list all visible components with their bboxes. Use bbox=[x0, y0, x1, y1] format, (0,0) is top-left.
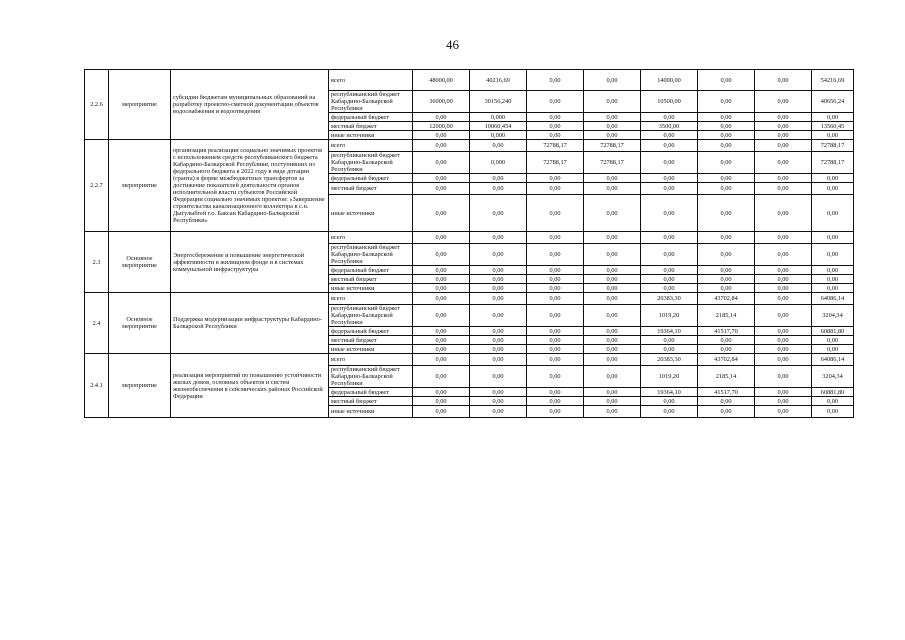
amount-cell: 0,00 bbox=[755, 397, 812, 406]
amount-cell: 0,00 bbox=[413, 275, 470, 284]
amount-cell: 0,00 bbox=[641, 345, 698, 354]
amount-cell: 0,00 bbox=[755, 354, 812, 366]
table-row bbox=[85, 293, 854, 305]
amount-cell: 60881,80 bbox=[812, 388, 854, 397]
amount-cell: 0,00 bbox=[527, 284, 584, 293]
amount-cell: 0,00 bbox=[470, 183, 527, 195]
amount-cell: 0,00 bbox=[527, 388, 584, 397]
amount-cell: 0,00 bbox=[584, 345, 641, 354]
funding-source: федеральный бюджет bbox=[329, 174, 413, 183]
amount-cell: 0,000 bbox=[470, 152, 527, 174]
amount-cell: 0,00 bbox=[755, 122, 812, 131]
table-row bbox=[85, 232, 854, 244]
amount-cell: 0,00 bbox=[470, 327, 527, 336]
amount-cell: 0,00 bbox=[584, 70, 641, 91]
funding-source: местный бюджет bbox=[329, 397, 413, 406]
amount-cell: 0,00 bbox=[755, 113, 812, 122]
amount-cell: 0,00 bbox=[413, 174, 470, 183]
amount-cell: 0,00 bbox=[812, 244, 854, 266]
amount-cell: 0,00 bbox=[641, 244, 698, 266]
funding-source: иные источники bbox=[329, 195, 413, 232]
amount-cell: 0,00 bbox=[812, 131, 854, 140]
amount-cell: 72788,17 bbox=[527, 140, 584, 152]
amount-cell: 0,00 bbox=[413, 183, 470, 195]
funding-source: местный бюджет bbox=[329, 275, 413, 284]
row-code: 2.2.6 bbox=[85, 70, 109, 140]
amount-cell: 0,00 bbox=[413, 293, 470, 305]
funding-source: всего bbox=[329, 293, 413, 305]
amount-cell: 0,00 bbox=[641, 152, 698, 174]
amount-cell: 0,00 bbox=[584, 131, 641, 140]
amount-cell: 0,00 bbox=[527, 70, 584, 91]
amount-cell: 60881,80 bbox=[812, 327, 854, 336]
amount-cell: 0,00 bbox=[527, 397, 584, 406]
funding-source: всего bbox=[329, 140, 413, 152]
amount-cell: 0,00 bbox=[413, 327, 470, 336]
amount-cell: 14000,00 bbox=[641, 70, 698, 91]
funding-source: республиканский бюджет Кабардино-Балкарской Республики bbox=[329, 305, 413, 327]
amount-cell: 0,00 bbox=[413, 113, 470, 122]
amount-cell: 0,00 bbox=[698, 91, 755, 113]
amount-cell: 0,00 bbox=[584, 275, 641, 284]
amount-cell: 20383,30 bbox=[641, 354, 698, 366]
funding-source: республиканский бюджет Кабардино-Балкарской Республики bbox=[329, 152, 413, 174]
amount-cell: 0,00 bbox=[698, 336, 755, 345]
amount-cell: 0,00 bbox=[641, 140, 698, 152]
amount-cell: 0,00 bbox=[641, 397, 698, 406]
amount-cell: 0,00 bbox=[584, 195, 641, 232]
amount-cell: 0,00 bbox=[470, 232, 527, 244]
amount-cell: 0,00 bbox=[413, 284, 470, 293]
amount-cell: 1019,20 bbox=[641, 305, 698, 327]
amount-cell: 72788,17 bbox=[584, 140, 641, 152]
amount-cell: 0,00 bbox=[470, 388, 527, 397]
amount-cell: 19364,10 bbox=[641, 388, 698, 397]
amount-cell: 0,00 bbox=[413, 195, 470, 232]
funding-source: иные источники bbox=[329, 406, 413, 418]
amount-cell: 0,00 bbox=[413, 244, 470, 266]
amount-cell: 13560,45 bbox=[812, 122, 854, 131]
amount-cell: 36000,00 bbox=[413, 91, 470, 113]
amount-cell: 0,00 bbox=[755, 70, 812, 91]
amount-cell: 0,00 bbox=[413, 388, 470, 397]
amount-cell: 0,00 bbox=[812, 284, 854, 293]
amount-cell: 0,00 bbox=[584, 366, 641, 388]
amount-cell: 0,00 bbox=[755, 275, 812, 284]
amount-cell: 0,00 bbox=[584, 232, 641, 244]
row-type: Основное мероприятие bbox=[109, 293, 171, 354]
row-code: 2.3 bbox=[85, 232, 109, 293]
amount-cell: 30156,240 bbox=[470, 91, 527, 113]
table-row bbox=[85, 140, 854, 152]
amount-cell: 0,00 bbox=[413, 140, 470, 152]
amount-cell: 0,00 bbox=[698, 183, 755, 195]
funding-source: всего bbox=[329, 232, 413, 244]
amount-cell: 0,00 bbox=[755, 336, 812, 345]
funding-source: федеральный бюджет bbox=[329, 388, 413, 397]
amount-cell: 3204,34 bbox=[812, 305, 854, 327]
amount-cell: 0,00 bbox=[584, 336, 641, 345]
row-code: 2.2.7 bbox=[85, 140, 109, 232]
amount-cell: 0,00 bbox=[527, 366, 584, 388]
row-name: Поддержка модернизации инфраструктуры Кабардино-Балкарской Республики bbox=[171, 293, 329, 354]
row-name: субсидии бюджетам муниципальных образований на разработку проектно-сметной документации объектов водоснабжения и водоотведения bbox=[171, 70, 329, 140]
amount-cell: 0,00 bbox=[527, 327, 584, 336]
amount-cell: 0,00 bbox=[641, 284, 698, 293]
amount-cell: 0,00 bbox=[527, 122, 584, 131]
amount-cell: 0,00 bbox=[755, 131, 812, 140]
amount-cell: 0,00 bbox=[812, 113, 854, 122]
amount-cell: 0,00 bbox=[413, 366, 470, 388]
amount-cell: 0,00 bbox=[470, 354, 527, 366]
amount-cell: 0,00 bbox=[755, 140, 812, 152]
row-type: мероприятие bbox=[109, 140, 171, 232]
amount-cell: 0,00 bbox=[470, 244, 527, 266]
amount-cell: 0,00 bbox=[470, 174, 527, 183]
amount-cell: 0,00 bbox=[470, 266, 527, 275]
amount-cell: 19364,10 bbox=[641, 327, 698, 336]
amount-cell: 0,00 bbox=[755, 183, 812, 195]
amount-cell: 0,00 bbox=[413, 354, 470, 366]
page-number: 46 bbox=[446, 37, 459, 52]
amount-cell: 0,00 bbox=[413, 152, 470, 174]
amount-cell: 0,00 bbox=[527, 131, 584, 140]
amount-cell: 0,00 bbox=[584, 244, 641, 266]
amount-cell: 0,00 bbox=[755, 305, 812, 327]
amount-cell: 0,00 bbox=[755, 232, 812, 244]
amount-cell: 0,00 bbox=[527, 183, 584, 195]
row-code: 2.4 bbox=[85, 293, 109, 354]
amount-cell: 40216,69 bbox=[470, 70, 527, 91]
amount-cell: 3204,34 bbox=[812, 366, 854, 388]
amount-cell: 0,00 bbox=[527, 293, 584, 305]
amount-cell: 0,00 bbox=[641, 131, 698, 140]
amount-cell: 0,00 bbox=[527, 232, 584, 244]
amount-cell: 0,00 bbox=[755, 195, 812, 232]
amount-cell: 48000,00 bbox=[413, 70, 470, 91]
amount-cell: 43702,84 bbox=[698, 293, 755, 305]
amount-cell: 0,00 bbox=[527, 354, 584, 366]
amount-cell: 0,00 bbox=[641, 113, 698, 122]
amount-cell: 0,00 bbox=[527, 195, 584, 232]
amount-cell: 0,00 bbox=[527, 345, 584, 354]
funding-source: всего bbox=[329, 70, 413, 91]
amount-cell: 0,00 bbox=[470, 195, 527, 232]
amount-cell: 54216,69 bbox=[812, 70, 854, 91]
amount-cell: 0,00 bbox=[755, 345, 812, 354]
row-type: Основное мероприятие bbox=[109, 232, 171, 293]
amount-cell: 43702,84 bbox=[698, 354, 755, 366]
amount-cell: 0,00 bbox=[755, 244, 812, 266]
amount-cell: 0,00 bbox=[641, 195, 698, 232]
amount-cell: 0,00 bbox=[755, 174, 812, 183]
amount-cell: 0,00 bbox=[755, 91, 812, 113]
row-type: мероприятие bbox=[109, 354, 171, 418]
amount-cell: 0,00 bbox=[584, 91, 641, 113]
funding-source: республиканский бюджет Кабардино-Балкарской Республики bbox=[329, 91, 413, 113]
amount-cell: 0,00 bbox=[527, 275, 584, 284]
amount-cell: 20383,30 bbox=[641, 293, 698, 305]
amount-cell: 0,00 bbox=[584, 305, 641, 327]
row-name: реализация мероприятий по повышению устойчивости жилых домов, основных объектов и систем жизнеобеспечения в сейсмических районах Российской Федерации bbox=[171, 354, 329, 418]
amount-cell: 0,00 bbox=[470, 293, 527, 305]
amount-cell: 0,00 bbox=[641, 183, 698, 195]
amount-cell: 0,00 bbox=[470, 366, 527, 388]
amount-cell: 0,00 bbox=[584, 113, 641, 122]
amount-cell: 64086,14 bbox=[812, 354, 854, 366]
funding-source: всего bbox=[329, 354, 413, 366]
table-body bbox=[85, 70, 854, 418]
amount-cell: 0,00 bbox=[527, 113, 584, 122]
amount-cell: 3500,00 bbox=[641, 122, 698, 131]
funding-source: республиканский бюджет Кабардино-Балкарской Республики bbox=[329, 244, 413, 266]
amount-cell: 0,00 bbox=[698, 174, 755, 183]
amount-cell: 0,00 bbox=[755, 266, 812, 275]
amount-cell: 0,00 bbox=[470, 397, 527, 406]
amount-cell: 72788,17 bbox=[527, 152, 584, 174]
funding-source: республиканский бюджет Кабардино-Балкарской Республики bbox=[329, 366, 413, 388]
amount-cell: 0,00 bbox=[413, 406, 470, 418]
amount-cell: 0,00 bbox=[584, 122, 641, 131]
amount-cell: 72788,17 bbox=[812, 152, 854, 174]
amount-cell: 0,00 bbox=[698, 232, 755, 244]
amount-cell: 0,00 bbox=[698, 275, 755, 284]
amount-cell: 0,00 bbox=[698, 131, 755, 140]
amount-cell: 64086,14 bbox=[812, 293, 854, 305]
amount-cell: 0,00 bbox=[698, 244, 755, 266]
row-code: 2.4.1 bbox=[85, 354, 109, 418]
amount-cell: 2185,14 bbox=[698, 305, 755, 327]
amount-cell: 0,00 bbox=[641, 266, 698, 275]
amount-cell: 0,00 bbox=[755, 366, 812, 388]
funding-source: иные источники bbox=[329, 284, 413, 293]
amount-cell: 0,00 bbox=[698, 397, 755, 406]
amount-cell: 0,00 bbox=[698, 122, 755, 131]
amount-cell: 41517,70 bbox=[698, 388, 755, 397]
amount-cell: 0,00 bbox=[641, 232, 698, 244]
amount-cell: 0,00 bbox=[698, 284, 755, 293]
amount-cell: 0,00 bbox=[755, 406, 812, 418]
amount-cell: 0,00 bbox=[584, 397, 641, 406]
amount-cell: 0,00 bbox=[812, 275, 854, 284]
amount-cell: 0,00 bbox=[755, 293, 812, 305]
row-name: организация реализации социально значимых проектов с использованием средств республиканского бюджета Кабардино-Балкарской Республики, поступивших из федерального бюджета в 2022 году в виде дотации (гранта) в форме межбюджетных трансфертов за достижение показателей деятельности органов исполнительной власти субъектов Российской Федерации социально значимых проектов: «Завершение строительства канализационного коллектора в с.п. Дыгулыбгей г.о. Баксан Кабардино-Балкарской Республики» bbox=[171, 140, 329, 232]
amount-cell: 2185,14 bbox=[698, 366, 755, 388]
amount-cell: 0,00 bbox=[641, 406, 698, 418]
amount-cell: 72788,17 bbox=[584, 152, 641, 174]
amount-cell: 0,00 bbox=[812, 174, 854, 183]
amount-cell: 0,00 bbox=[413, 397, 470, 406]
amount-cell: 0,00 bbox=[413, 305, 470, 327]
funding-source: федеральный бюджет bbox=[329, 327, 413, 336]
amount-cell: 0,00 bbox=[641, 336, 698, 345]
amount-cell: 0,00 bbox=[812, 195, 854, 232]
amount-cell: 0,00 bbox=[698, 266, 755, 275]
funding-source: местный бюджет bbox=[329, 122, 413, 131]
amount-cell: 0,00 bbox=[470, 406, 527, 418]
row-type: мероприятие bbox=[109, 70, 171, 140]
amount-cell: 0,00 bbox=[470, 336, 527, 345]
amount-cell: 0,00 bbox=[698, 70, 755, 91]
amount-cell: 0,00 bbox=[470, 305, 527, 327]
funding-source: федеральный бюджет bbox=[329, 266, 413, 275]
amount-cell: 0,00 bbox=[698, 140, 755, 152]
amount-cell: 0,00 bbox=[527, 305, 584, 327]
amount-cell: 0,00 bbox=[584, 174, 641, 183]
amount-cell: 0,00 bbox=[413, 336, 470, 345]
amount-cell: 0,00 bbox=[527, 174, 584, 183]
amount-cell: 0,00 bbox=[584, 284, 641, 293]
amount-cell: 0,00 bbox=[812, 266, 854, 275]
amount-cell: 10500,00 bbox=[641, 91, 698, 113]
amount-cell: 40656,24 bbox=[812, 91, 854, 113]
amount-cell: 72788,17 bbox=[812, 140, 854, 152]
table-row bbox=[85, 70, 854, 91]
amount-cell: 0,00 bbox=[812, 336, 854, 345]
amount-cell: 0,00 bbox=[698, 406, 755, 418]
amount-cell: 0,00 bbox=[755, 388, 812, 397]
amount-cell: 0,00 bbox=[698, 113, 755, 122]
amount-cell: 0,00 bbox=[470, 284, 527, 293]
amount-cell: 0,00 bbox=[755, 284, 812, 293]
amount-cell: 0,00 bbox=[527, 336, 584, 345]
amount-cell: 0,00 bbox=[527, 266, 584, 275]
amount-cell: 0,00 bbox=[812, 183, 854, 195]
amount-cell: 0,000 bbox=[470, 131, 527, 140]
amount-cell: 0,00 bbox=[470, 140, 527, 152]
funding-source: местный бюджет bbox=[329, 336, 413, 345]
budget-table bbox=[84, 69, 854, 418]
amount-cell: 0,00 bbox=[470, 275, 527, 284]
amount-cell: 0,00 bbox=[584, 327, 641, 336]
row-name: Энергосбережение и повышение энергетической эффективности в жилищном фонде и в системах коммунальной инфраструктуры bbox=[171, 232, 329, 293]
amount-cell: 0,00 bbox=[413, 266, 470, 275]
amount-cell: 0,00 bbox=[413, 131, 470, 140]
funding-source: федеральный бюджет bbox=[329, 113, 413, 122]
funding-source: иные источники bbox=[329, 131, 413, 140]
amount-cell: 0,00 bbox=[584, 406, 641, 418]
funding-source: иные источники bbox=[329, 345, 413, 354]
amount-cell: 0,00 bbox=[527, 91, 584, 113]
amount-cell: 0,00 bbox=[470, 345, 527, 354]
funding-source: местный бюджет bbox=[329, 183, 413, 195]
amount-cell: 1019,20 bbox=[641, 366, 698, 388]
amount-cell: 0,000 bbox=[470, 113, 527, 122]
amount-cell: 0,00 bbox=[755, 327, 812, 336]
amount-cell: 41517,70 bbox=[698, 327, 755, 336]
amount-cell: 0,00 bbox=[641, 275, 698, 284]
amount-cell: 0,00 bbox=[641, 174, 698, 183]
amount-cell: 0,00 bbox=[584, 354, 641, 366]
amount-cell: 0,00 bbox=[698, 195, 755, 232]
amount-cell: 0,00 bbox=[812, 232, 854, 244]
amount-cell: 12000,00 bbox=[413, 122, 470, 131]
amount-cell: 0,00 bbox=[584, 266, 641, 275]
amount-cell: 0,00 bbox=[698, 345, 755, 354]
amount-cell: 0,00 bbox=[698, 152, 755, 174]
amount-cell: 0,00 bbox=[812, 406, 854, 418]
amount-cell: 10060,454 bbox=[470, 122, 527, 131]
amount-cell: 0,00 bbox=[584, 293, 641, 305]
amount-cell: 0,00 bbox=[527, 406, 584, 418]
table-row bbox=[85, 354, 854, 366]
amount-cell: 0,00 bbox=[584, 183, 641, 195]
amount-cell: 0,00 bbox=[584, 388, 641, 397]
amount-cell: 0,00 bbox=[413, 345, 470, 354]
amount-cell: 0,00 bbox=[812, 397, 854, 406]
amount-cell: 0,00 bbox=[812, 345, 854, 354]
amount-cell: 0,00 bbox=[755, 152, 812, 174]
amount-cell: 0,00 bbox=[413, 232, 470, 244]
amount-cell: 0,00 bbox=[527, 244, 584, 266]
